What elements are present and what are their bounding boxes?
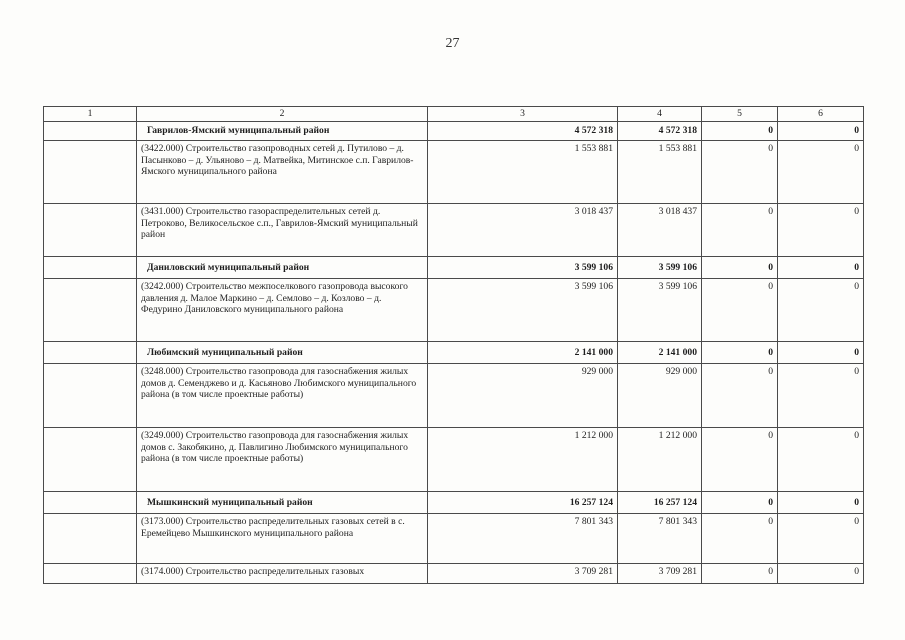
amount-cell: 0	[778, 342, 864, 364]
amount-cell: 0	[702, 564, 778, 584]
amount-cell: 0	[778, 122, 864, 141]
column-header-4: 4	[618, 107, 702, 122]
district-row	[44, 342, 864, 364]
amount-cell: 4 572 318	[428, 122, 618, 141]
project-row	[44, 279, 864, 342]
district-name: Даниловский муниципальный район	[137, 257, 428, 279]
amount-cell: 3 599 106	[618, 279, 702, 342]
project-description: (3248.000) Строительство газопровода для газоснабжения жилых домов д. Семенджево и д. Касьяново Любимского муниципального района (в том числе проектные работы)	[137, 364, 428, 428]
row-number-cell	[44, 492, 137, 514]
amount-cell: 3 709 281	[428, 564, 618, 584]
row-number-cell	[44, 342, 137, 364]
district-row	[44, 257, 864, 279]
amount-cell: 1 553 881	[618, 141, 702, 204]
amount-cell: 7 801 343	[618, 514, 702, 564]
amount-cell: 3 599 106	[428, 257, 618, 279]
amount-cell: 4 572 318	[618, 122, 702, 141]
row-number-cell	[44, 204, 137, 257]
project-description: (3173.000) Строительство распределительных газовых сетей в с. Еремейцево Мышкинского муниципального района	[137, 514, 428, 564]
header-row	[44, 107, 864, 122]
amount-cell: 3 599 106	[428, 279, 618, 342]
amount-cell: 0	[778, 514, 864, 564]
project-row	[44, 141, 864, 204]
page-number: 27	[445, 36, 460, 51]
amount-cell: 0	[778, 428, 864, 492]
amount-cell: 3 018 437	[428, 204, 618, 257]
amount-cell: 0	[778, 564, 864, 584]
row-number-cell	[44, 564, 137, 584]
amount-cell: 0	[702, 141, 778, 204]
amount-cell: 929 000	[428, 364, 618, 428]
amount-cell: 929 000	[618, 364, 702, 428]
row-number-cell	[44, 514, 137, 564]
amount-cell: 0	[702, 279, 778, 342]
project-description: (3431.000) Строительство газораспределительных сетей д. Петроково, Великосельское с.п., Гаврилов-Ямский муниципальный район	[137, 204, 428, 257]
project-description: (3242.000) Строительство межпоселкового газопровода высокого давления д. Малое Маркино – д. Семлово – д. Козлово – д. Федурино Даниловского муниципального района	[137, 279, 428, 342]
amount-cell: 0	[702, 492, 778, 514]
column-header-1: 1	[44, 107, 137, 122]
amount-cell: 0	[778, 257, 864, 279]
row-number-cell	[44, 279, 137, 342]
column-header-2: 2	[137, 107, 428, 122]
project-row	[44, 564, 864, 584]
district-name: Гаврилов-Ямский муниципальный район	[137, 122, 428, 141]
project-row	[44, 364, 864, 428]
project-row	[44, 428, 864, 492]
amount-cell: 0	[702, 364, 778, 428]
project-row	[44, 514, 864, 564]
amount-cell: 1 553 881	[428, 141, 618, 204]
amount-cell: 0	[778, 492, 864, 514]
amount-cell: 3 018 437	[618, 204, 702, 257]
amount-cell: 2 141 000	[428, 342, 618, 364]
district-name: Мышкинский муниципальный район	[137, 492, 428, 514]
row-number-cell	[44, 428, 137, 492]
amount-cell: 7 801 343	[428, 514, 618, 564]
amount-cell: 0	[778, 279, 864, 342]
district-name: Любимский муниципальный район	[137, 342, 428, 364]
district-row	[44, 492, 864, 514]
row-number-cell	[44, 257, 137, 279]
amount-cell: 0	[778, 141, 864, 204]
amount-cell: 0	[702, 428, 778, 492]
amount-cell: 1 212 000	[618, 428, 702, 492]
column-header-3: 3	[428, 107, 618, 122]
amount-cell: 0	[702, 257, 778, 279]
amount-cell: 0	[702, 204, 778, 257]
amount-cell: 0	[702, 122, 778, 141]
amount-cell: 16 257 124	[618, 492, 702, 514]
budget-table	[43, 106, 864, 584]
amount-cell: 0	[778, 204, 864, 257]
amount-cell: 0	[778, 364, 864, 428]
amount-cell: 16 257 124	[428, 492, 618, 514]
amount-cell: 2 141 000	[618, 342, 702, 364]
project-row	[44, 204, 864, 257]
amount-cell: 0	[702, 342, 778, 364]
column-header-5: 5	[702, 107, 778, 122]
amount-cell: 0	[702, 514, 778, 564]
row-number-cell	[44, 141, 137, 204]
project-description: (3249.000) Строительство газопровода для газоснабжения жилых домов с. Закобякино, д. Павлигино Любимского муниципального района (в том числе проектные работы)	[137, 428, 428, 492]
row-number-cell	[44, 122, 137, 141]
district-row	[44, 122, 864, 141]
amount-cell: 1 212 000	[428, 428, 618, 492]
amount-cell: 3 709 281	[618, 564, 702, 584]
column-header-6: 6	[778, 107, 864, 122]
project-description: (3422.000) Строительство газопроводных сетей д. Путилово – д. Пасынково – д. Ульяново – д. Матвейка, Митинское с.п. Гаврилов-Ямского муниципального района	[137, 141, 428, 204]
row-number-cell	[44, 364, 137, 428]
amount-cell: 3 599 106	[618, 257, 702, 279]
project-description: (3174.000) Строительство распределительных газовых	[137, 564, 428, 584]
